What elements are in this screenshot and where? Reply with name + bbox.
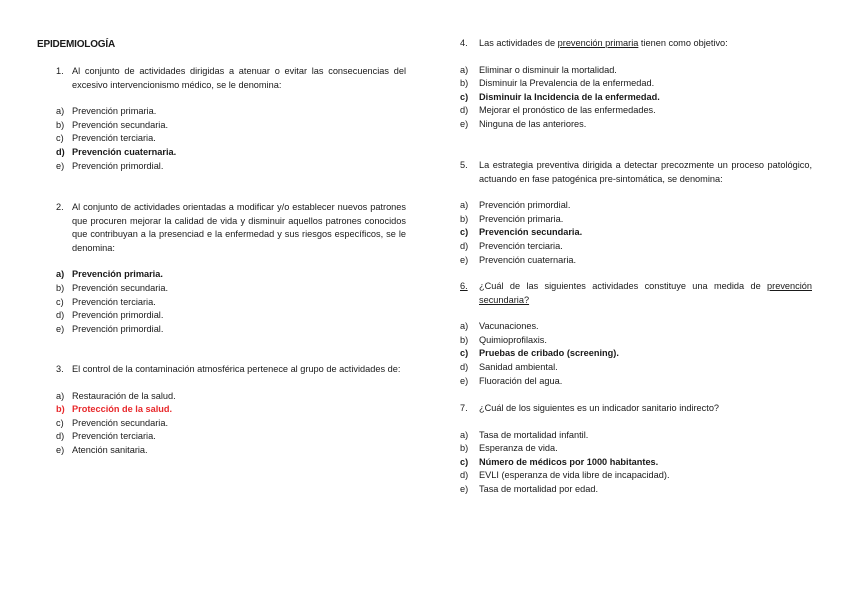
option-text: Prevención primordial. — [72, 160, 164, 171]
question-text: Al conjunto de actividades orientadas a modificar y/o establecer nuevos patrones que procuren mejorar la calidad de vida y disminuir aquellos patrones conocidos que contribuyan a la presenciad e la enfermedad y sus riesgos específicos, se le denomina: — [72, 202, 406, 253]
option-letter: d) — [460, 240, 469, 251]
option-e[interactable] — [56, 444, 406, 458]
option-a[interactable] — [460, 320, 812, 334]
option-text: Vacunaciones. — [479, 321, 539, 332]
option-text: Prevención cuaternaria. — [479, 254, 577, 265]
option-a-correct[interactable] — [56, 268, 406, 282]
option-letter: a) — [460, 429, 469, 440]
question-text-after: tienen como objetivo: — [638, 38, 728, 48]
question-text: Al conjunto de actividades dirigidas a atenuar o evitar las consecuencias del excesivo intervencionismo médico, se le denomina: — [72, 66, 406, 90]
option-text: Prevención terciaria. — [72, 133, 156, 144]
option-text: Ninguna de las anteriores. — [479, 118, 587, 129]
option-b[interactable] — [460, 334, 812, 348]
option-text: Tasa de mortalidad infantil. — [479, 429, 589, 440]
question-text-underlined: prevención primaria — [557, 38, 639, 48]
option-text: Prevención secundaria. — [72, 417, 169, 428]
option-e[interactable] — [460, 118, 812, 132]
option-letter: b) — [56, 282, 65, 293]
option-letter: b) — [56, 404, 65, 415]
option-letter: a) — [460, 321, 469, 332]
option-letter: c) — [460, 227, 469, 238]
option-d[interactable] — [56, 430, 406, 444]
option-a[interactable] — [56, 390, 406, 404]
page-title: EPIDEMIOLOGÍA — [37, 39, 115, 50]
question-number: 2. — [56, 202, 64, 212]
option-c-correct[interactable] — [460, 347, 812, 361]
question-1 — [56, 65, 406, 173]
option-c[interactable] — [56, 296, 406, 310]
option-e[interactable] — [460, 375, 812, 389]
question-text: La estrategia preventiva dirigida a detectar precozmente un proceso patológico, actuando en fase patogénica pre-sintomática, se denomina: — [479, 160, 812, 184]
question-6 — [460, 280, 812, 388]
option-d[interactable] — [460, 361, 812, 375]
option-letter: d) — [460, 470, 469, 481]
option-c-correct[interactable] — [460, 226, 812, 240]
question-7 — [460, 402, 812, 497]
question-text: El control de la contaminación atmosférica pertenece al grupo de actividades de: — [72, 364, 401, 374]
option-text: Prevención primaria. — [72, 106, 157, 117]
option-c[interactable] — [56, 132, 406, 146]
option-a[interactable] — [460, 429, 812, 443]
option-text: Eliminar o disminuir la mortalidad. — [479, 64, 617, 75]
option-text: Fluoración del agua. — [479, 375, 563, 386]
question-number: 3. — [56, 364, 64, 374]
option-b[interactable] — [460, 442, 812, 456]
option-letter: c) — [56, 296, 64, 307]
question-number: 7. — [460, 403, 468, 413]
question-5 — [460, 159, 812, 267]
option-text: Prevención primordial. — [479, 200, 571, 211]
option-text: Tasa de mortalidad por edad. — [479, 483, 599, 494]
option-b[interactable] — [56, 119, 406, 133]
option-b[interactable] — [460, 213, 812, 227]
option-letter: b) — [56, 119, 65, 130]
option-text: Disminuir la Prevalencia de la enfermedad. — [479, 78, 655, 89]
option-letter: b) — [460, 443, 469, 454]
option-letter: a) — [56, 390, 65, 401]
option-letter: e) — [460, 375, 469, 386]
option-letter: c) — [460, 348, 469, 359]
option-text: Prevención secundaria. — [479, 227, 583, 238]
option-letter: a) — [56, 106, 65, 117]
option-d[interactable] — [460, 104, 812, 118]
question-text-before: ¿Cuál de las siguientes actividades constituye una medida de — [479, 281, 768, 291]
option-b[interactable] — [460, 77, 812, 91]
option-text: Prevención primordial. — [72, 323, 164, 334]
question-3 — [56, 363, 406, 458]
option-letter: e) — [460, 254, 469, 265]
option-d[interactable] — [460, 469, 812, 483]
option-text: Prevención primordial. — [72, 310, 164, 321]
option-letter: e) — [460, 483, 469, 494]
option-text: Prevención primaria. — [479, 213, 564, 224]
option-d-correct[interactable] — [56, 146, 406, 160]
option-letter: c) — [460, 91, 469, 102]
option-a[interactable] — [460, 64, 812, 78]
option-text: Prevención primaria. — [72, 269, 163, 280]
option-text: Restauración de la salud. — [72, 390, 176, 401]
question-number: 4. — [460, 38, 468, 48]
option-letter: a) — [460, 200, 469, 211]
option-e[interactable] — [56, 323, 406, 337]
option-letter: d) — [460, 105, 469, 116]
option-text: Prevención terciaria. — [72, 431, 156, 442]
option-e[interactable] — [56, 160, 406, 174]
question-text — [479, 280, 812, 307]
question-number: 5. — [460, 160, 468, 170]
option-a[interactable] — [56, 105, 406, 119]
question-2 — [56, 201, 406, 336]
option-letter: e) — [56, 444, 65, 455]
option-text: Disminuir la Incidencia de la enfermedad. — [479, 91, 660, 102]
option-letter: c) — [56, 417, 64, 428]
option-e[interactable] — [460, 483, 812, 497]
option-letter: e) — [56, 323, 65, 334]
option-letter: d) — [56, 431, 65, 442]
option-text: Pruebas de cribado (screening). — [479, 348, 619, 359]
option-a[interactable] — [460, 199, 812, 213]
question-text — [479, 37, 812, 51]
option-text: Atención sanitaria. — [72, 444, 148, 455]
option-text: Mejorar el pronóstico de las enfermedades. — [479, 105, 656, 116]
option-b-correct[interactable] — [56, 403, 406, 417]
option-text: Prevención secundaria. — [72, 119, 169, 130]
question-number: 1. — [56, 66, 64, 76]
option-c-correct[interactable] — [460, 91, 812, 105]
option-text: Protección de la salud. — [72, 404, 173, 415]
question-text-underlined: prevención secundaria? — [479, 281, 812, 305]
option-letter: c) — [56, 133, 64, 144]
option-d[interactable] — [460, 240, 812, 254]
option-letter: a) — [460, 64, 469, 75]
option-text: Prevención cuaternaria. — [72, 146, 177, 157]
option-text: Prevención terciaria. — [479, 240, 563, 251]
option-c[interactable] — [56, 417, 406, 431]
question-text: ¿Cuál de los siguientes es un indicador sanitario indirecto? — [479, 403, 720, 413]
question-4 — [460, 37, 812, 132]
option-text: Prevención secundaria. — [72, 282, 169, 293]
option-text: Prevención terciaria. — [72, 296, 156, 307]
option-letter: e) — [56, 160, 65, 171]
option-letter: d) — [460, 361, 469, 372]
option-letter: b) — [460, 78, 469, 89]
option-letter: e) — [460, 118, 469, 129]
option-text: Sanidad ambiental. — [479, 361, 558, 372]
option-letter: d) — [56, 310, 65, 321]
option-letter: c) — [460, 456, 469, 467]
option-d[interactable] — [56, 309, 406, 323]
option-text: EVLI (esperanza de vida libre de incapacidad). — [479, 470, 670, 481]
option-c-correct[interactable] — [460, 456, 812, 470]
option-e[interactable] — [460, 254, 812, 268]
option-letter: d) — [56, 146, 65, 157]
option-letter: a) — [56, 269, 65, 280]
question-number: 6. — [460, 281, 468, 291]
option-text: Esperanza de vida. — [479, 443, 558, 454]
option-b[interactable] — [56, 282, 406, 296]
option-letter: b) — [460, 334, 469, 345]
option-text: Número de médicos por 1000 habitantes. — [479, 456, 659, 467]
question-text-before: Las actividades de — [479, 38, 558, 48]
option-text: Quimioprofilaxis. — [479, 334, 547, 345]
option-letter: b) — [460, 213, 469, 224]
